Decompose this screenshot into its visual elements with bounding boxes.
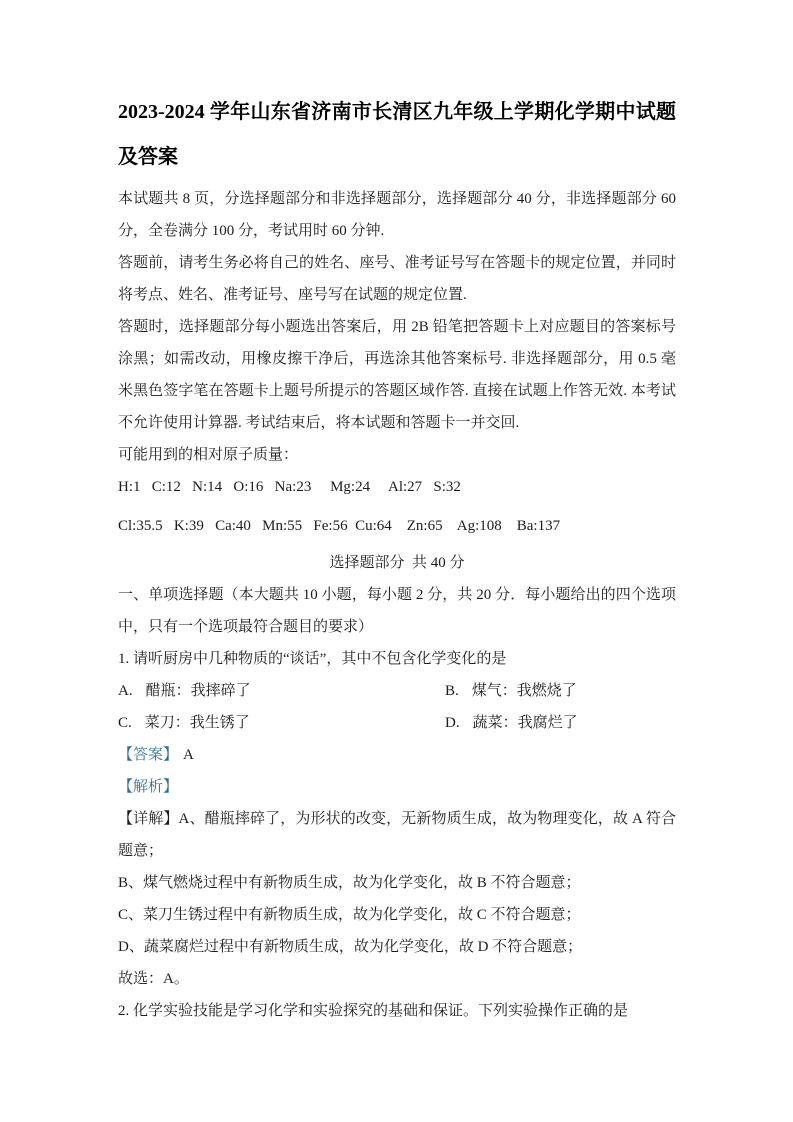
option-d-key: D. [445, 715, 460, 731]
detail-conclusion: 故选：A。 [118, 971, 189, 987]
answer-value: A [183, 747, 194, 763]
atomic-mass-note: 可能用到的相对原子质量： [118, 447, 299, 463]
option-a-text: 醋瓶：我摔碎了 [145, 683, 251, 699]
doc-title: 2023-2024 学年山东省济南市长清区九年级上学期化学期中试题及答案 [118, 101, 676, 168]
option-b-text: 煤气：我燃烧了 [471, 683, 577, 699]
option-c-key: C. [118, 715, 132, 731]
option-d-text: 蔬菜：我腐烂了 [472, 715, 578, 731]
detail-text-a: A、醋瓶摔碎了，为形状的改变，无新物质生成，故为物理变化，故 A 符合题意； [118, 811, 676, 859]
option-d [445, 707, 676, 739]
atomic-mass-line-2: Cl:35.5 K:39 Ca:40 Mn:55 Fe:56 Cu:64 Zn:65 Ag:108 Ba:137 [118, 518, 561, 534]
option-c [118, 707, 445, 739]
option-c-text: 菜刀：我生锈了 [144, 715, 250, 731]
intro-paragraph-2: 答题前，请考生务必将自己的姓名、座号、准考证号写在答题卡的规定位置，并同时将考点、姓名、准考证号、座号写在试题的规定位置. [118, 255, 676, 303]
intro-paragraph-1: 本试题共 8 页，分选择题部分和非选择题部分，选择题部分 40 分，非选择题部分 60 分，全卷满分 100 分，考试用时 60 分钟. [118, 191, 676, 239]
option-b-key: B. [445, 683, 459, 699]
option-a [118, 675, 445, 707]
option-b [445, 675, 676, 707]
section-heading: 选择题部分 共 40 分 [329, 555, 465, 571]
section-intro: 一、单项选择题（本大题共 10 小题，每小题 2 分，共 20 分．每小题给出的四个选项中，只有一个选项最符合题目的要求） [118, 587, 676, 635]
detail-label: 【详解】 [118, 811, 179, 827]
question-2-stem: 2. 化学实验技能是学习化学和实验探究的基础和保证。下列实验操作正确的是 [118, 1003, 629, 1019]
atomic-mass-line-1: H:1 C:12 N:14 O:16 Na:23 Mg:24 Al:27 S:32 [118, 479, 461, 495]
question-1-stem: 1. 请听厨房中几种物质的“谈话”，其中不包含化学变化的是 [118, 651, 507, 667]
detail-line-c: C、菜刀生锈过程中有新物质生成，故为化学变化，故 C 不符合题意； [118, 907, 581, 923]
question-1-options [118, 675, 676, 739]
analysis-line [118, 771, 676, 803]
analysis-label: 【解析】 [118, 779, 179, 795]
answer-line [118, 739, 676, 771]
detail-line-a [118, 803, 676, 867]
detail-line-d: D、蔬菜腐烂过程中有新物质生成，故为化学变化，故 D 不符合题意； [118, 939, 583, 955]
detail-line-b: B、煤气燃烧过程中有新物质生成，故为化学变化，故 B 不符合题意； [118, 875, 581, 891]
answer-label: 【答案】 [118, 747, 179, 763]
option-a-key: A. [118, 683, 133, 699]
intro-paragraph-3: 答题时，选择题部分每小题选出答案后，用 2B 铅笔把答题卡上对应题目的答案标号涂黑；如需改动，用橡皮擦干净后，再选涂其他答案标号. 非选择题部分，用 0.5 毫米黑色签字笔在答题卡上题号所提示的答题区域作答. 直接在试题上作答无效. 本考试不允许使用计算器. 考试结束后，将本试题和答题卡一并交回. [118, 319, 676, 431]
